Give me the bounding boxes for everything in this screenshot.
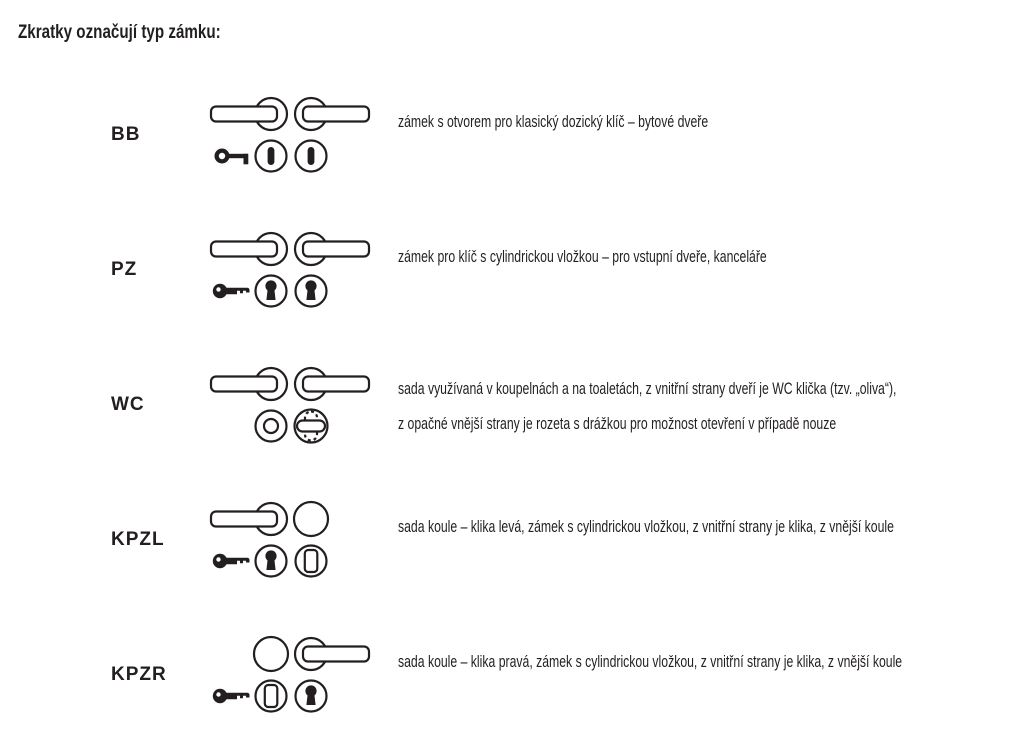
lock-description — [398, 371, 896, 441]
cylinder-key-icon — [213, 689, 250, 703]
cylinder-housing-rosette-icon — [296, 546, 327, 577]
lock-icon-cluster — [205, 365, 375, 445]
door-knob-icon — [294, 502, 328, 536]
lock-icon-cluster — [205, 95, 375, 175]
pz-keyhole-rosette-icon — [256, 276, 287, 307]
page-title: Zkratky označují typ zámku: — [18, 22, 221, 43]
bb-keyhole-rosette-icon — [256, 141, 287, 172]
lock-icon-cluster — [205, 500, 375, 580]
pz-keyhole-rosette-icon — [296, 681, 327, 712]
lock-description: zámek pro klíč s cylindrickou vložkou – pro vstupní dveře, kanceláře — [398, 247, 767, 266]
cylinder-key-icon — [213, 554, 250, 568]
lock-description: sada koule – klika pravá, zámek s cylindrickou vložkou, z vnitřní strany je klika, z vnější koule — [398, 652, 903, 671]
lock-description-line-1: sada využívaná v koupelnách a na toaletách, z vnitřní strany dveří je WC klička (tzv. „oliva“), — [398, 379, 897, 398]
lock-description: zámek s otvorem pro klasický dozický klíč – bytové dveře — [398, 112, 709, 131]
cylinder-housing-rosette-icon — [256, 681, 287, 712]
bb-keyhole-rosette-icon — [296, 141, 327, 172]
lock-type-row-pz — [0, 230, 1011, 310]
lever-handle-left-icon — [211, 98, 287, 130]
lock-icon-cluster — [205, 635, 375, 715]
lock-code-label: WC — [111, 394, 145, 415]
lock-code-label: PZ — [111, 259, 138, 280]
lock-code-label: KPZR — [111, 664, 167, 685]
wc-rosette-groove-icon — [256, 411, 287, 442]
lever-handle-left-icon — [211, 503, 287, 535]
lever-handle-left-icon — [211, 233, 287, 265]
lever-handle-right-icon — [295, 368, 369, 400]
lock-code-label: BB — [111, 124, 141, 145]
lock-type-row-kpzl — [0, 500, 1011, 580]
cylinder-key-icon — [213, 284, 250, 298]
lock-icon-cluster — [205, 230, 375, 310]
lock-type-row-kpzr — [0, 635, 1011, 715]
lever-handle-right-icon — [295, 98, 369, 130]
lever-handle-left-icon — [211, 368, 287, 400]
wc-oliva-knob-icon — [295, 410, 328, 443]
lever-handle-right-icon — [295, 233, 369, 265]
lock-description-line-2: z opačné vnější strany je rozeta s drážkou pro možnost otevření v případě nouze — [398, 414, 837, 433]
pz-keyhole-rosette-icon — [256, 546, 287, 577]
lock-type-row-bb — [0, 95, 1011, 175]
lever-handle-right-icon — [295, 638, 369, 670]
lock-description: sada koule – klika levá, zámek s cylindrickou vložkou, z vnitřní strany je klika, z vnější koule — [398, 517, 894, 536]
lock-type-row-wc — [0, 365, 1011, 445]
door-knob-icon — [254, 637, 288, 671]
lock-code-label: KPZL — [111, 529, 165, 550]
pz-keyhole-rosette-icon — [296, 276, 327, 307]
classic-key-icon — [215, 149, 249, 165]
